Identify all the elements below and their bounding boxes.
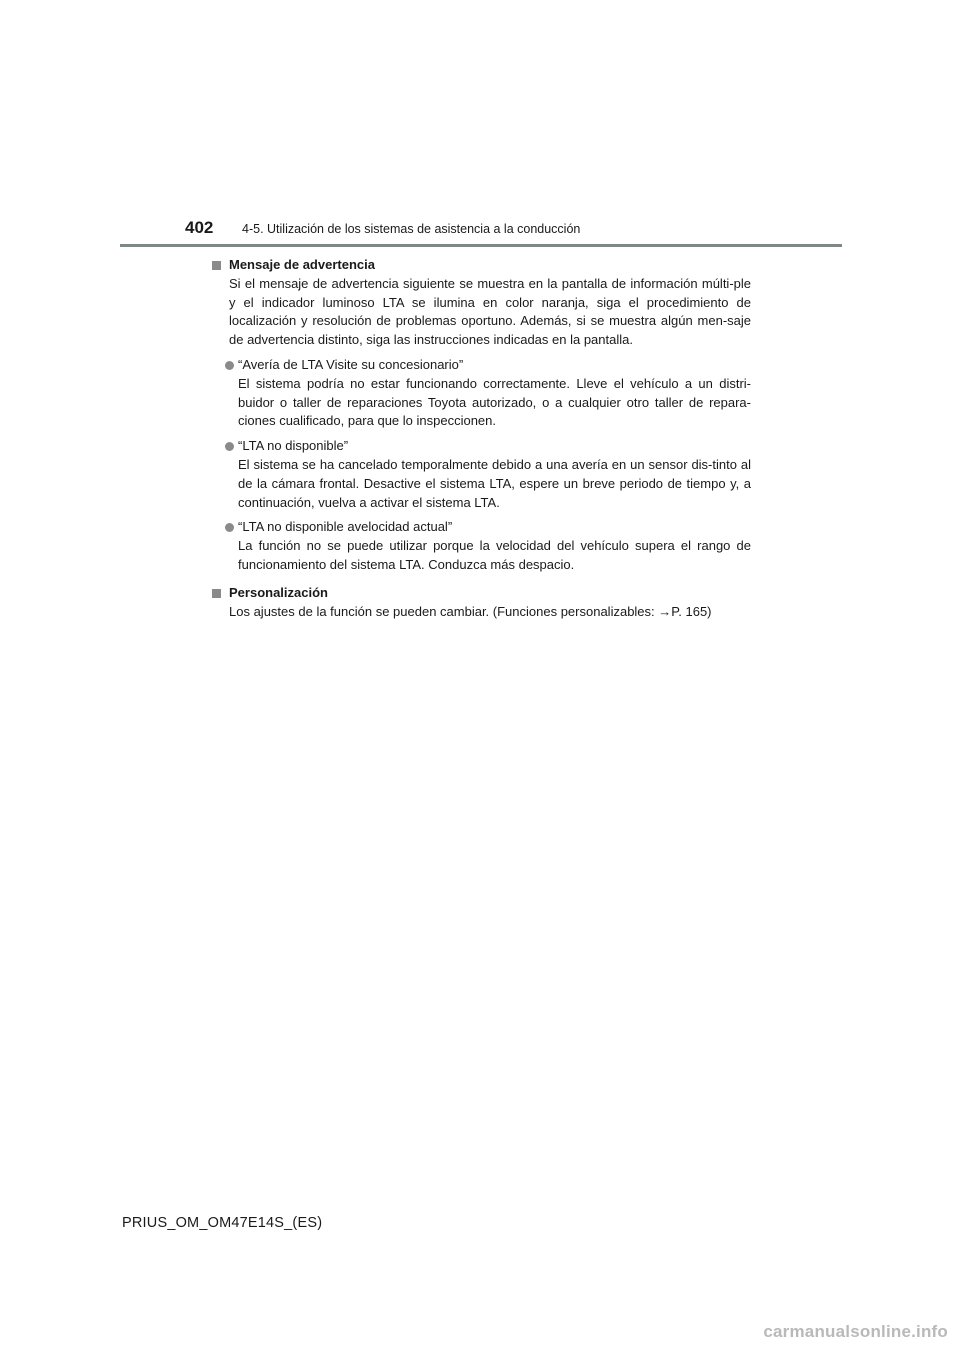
list-item-title: “LTA no disponible” [238,438,349,454]
list-item-title: “LTA no disponible avelocidad actual” [238,519,453,535]
circle-bullet-icon [225,523,234,532]
list-item-text: El sistema podría no estar funcionando correctamente. Lleve el vehículo a un distri-buidor o taller de reparaciones Toyota autorizado, o a cualquier otro taller de repara-ciones cualificado, para que lo inspeccionen. [238,375,751,429]
heading-mensaje-de-advertencia [211,256,751,275]
square-bullet-icon [212,589,221,598]
paragraph: Los ajustes de la función se pueden cambiar. (Funciones personalizables: →P. 165) [229,603,712,619]
heading-text: Personalización [229,584,328,600]
page-number: 402 [185,218,214,237]
circle-bullet-icon [225,442,234,451]
section-title: 4-5. Utilización de los sistemas de asistencia a la conducción [242,222,581,236]
content [211,253,751,621]
list-item [211,356,751,431]
list-item [211,518,751,574]
paragraph: Si el mensaje de advertencia siguiente se muestra en la pantalla de información múlti-ple y el indicador luminoso LTA se ilumina en color naranja, siga el procedimiento de localización y resolución de problemas oportuno. Además, si se muestra algún men-saje de advertencia distinto, siga las instrucciones indicadas en la pantalla. [229,275,751,348]
square-bullet-icon [212,261,221,270]
circle-bullet-icon [225,361,234,370]
footer-doc-code: PRIUS_OM_OM47E14S_(ES) [122,1215,323,1231]
watermark: carmanualsonline.info [763,1322,948,1341]
list-item [211,437,751,512]
header-rule [120,244,842,247]
list-item-text: El sistema se ha cancelado temporalmente debido a una avería en un sensor dis-tinto al de la cámara frontal. Desactive el sistema LTA, espere un breve periodo de tiempo y, a continuación, vuelva a activar el sistema LTA. [238,456,751,510]
heading-personalizacion [211,584,751,603]
list-item-text: La función no se puede utilizar porque la velocidad del vehículo supera el rango de funcionamiento del sistema LTA. Conduzca más despacio. [238,538,751,572]
list-item-title: “Avería de LTA Visite su concesionario” [238,356,464,372]
heading-text: Mensaje de advertencia [229,257,375,272]
